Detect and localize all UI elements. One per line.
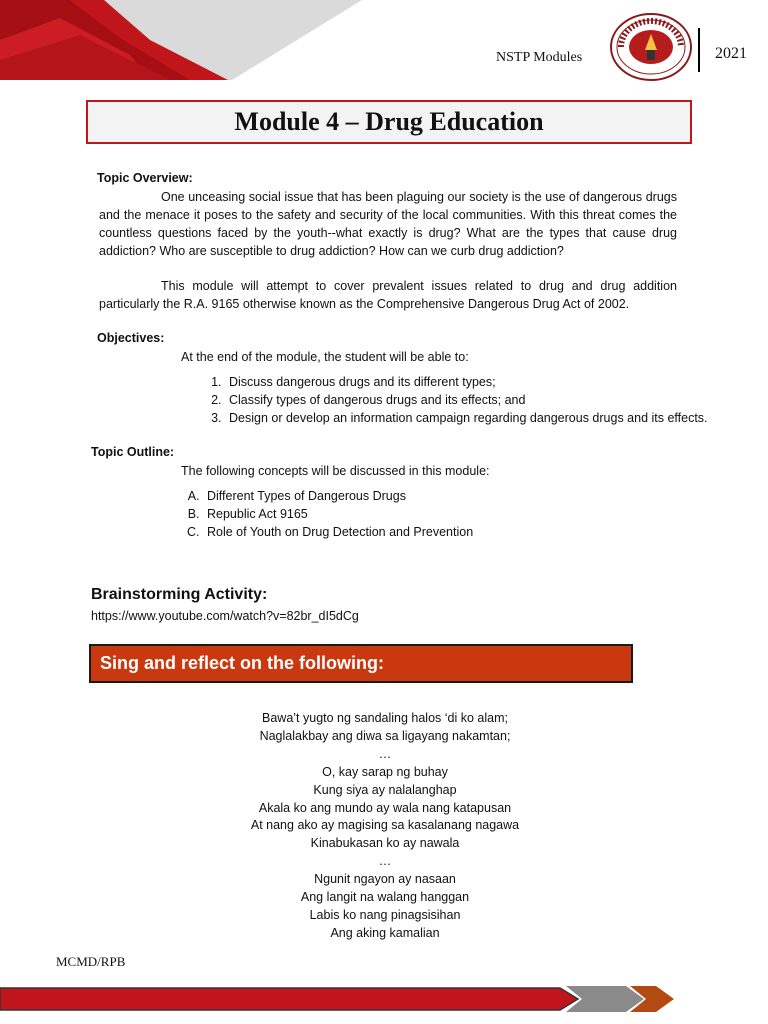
header-divider	[698, 28, 700, 72]
lyric-line: …	[378, 854, 392, 869]
footer-arrow-bar	[0, 982, 768, 1016]
lyric-line: Ngunit ngayon ay nasaan	[314, 872, 456, 887]
outline-heading: Topic Outline:	[91, 445, 175, 459]
lyric-line: O, kay sarap ng buhay	[322, 764, 448, 779]
lyric-line: At nang ako ay magising sa kasalanang nagawa	[250, 818, 520, 833]
header-org-label: NSTP Modules	[496, 50, 583, 65]
header-banner	[0, 0, 400, 90]
overview-paragraph-1: One unceasing social issue that has been plaguing our society is the use of dangerous drugs and the menace it poses to the safety and security of the local communities. With this threat comes the countless questions faced by the youth--what exactly is drug? What are the types that cause drug addiction? Who are susceptible to drug addiction? How can we curb drug addiction?	[99, 190, 677, 258]
objectives-heading: Objectives:	[97, 331, 165, 345]
outline-item: C. Role of Youth on Drug Detection and Prevention	[203, 523, 473, 541]
outline-intro: The following concepts will be discussed in this module:	[181, 464, 490, 478]
lyric-line: Bawa’t yugto ng sandaling halos ‘di ko alam;	[262, 711, 508, 725]
song-lyrics	[200, 710, 570, 943]
lyric-line: Ang aking kamalian	[330, 925, 440, 940]
objective-item: 3. Design or develop an information campaign regarding dangerous drugs and its effects.	[225, 409, 719, 427]
overview-heading: Topic Overview:	[97, 171, 193, 185]
objective-item: 2. Classify types of dangerous drugs and its effects; and	[225, 391, 719, 409]
footer-code: MCMD/RPB	[56, 954, 126, 969]
lyric-line: Akala ko ang mundo ay wala nang katapusan	[258, 800, 512, 815]
brainstorm-heading: Brainstorming Activity:	[91, 586, 268, 603]
header-year: 2021	[715, 45, 747, 62]
sing-reflect-banner: Sing and reflect on the following:	[89, 644, 633, 683]
module-title: Module 4 – Drug Education	[86, 100, 692, 144]
lyric-line: Labis ko nang pinagsisihan	[309, 907, 461, 922]
lyric-line: Kinabukasan ko ay nawala	[310, 836, 460, 851]
brainstorm-video-link[interactable]: https://www.youtube.com/watch?v=82br_dI5dCg	[91, 609, 359, 623]
overview-paragraph-2: This module will attempt to cover prevalent issues related to drug and drug addition particularly the R.A. 9165 otherwise known as the Comprehensive Dangerous Drug Act of 2002.	[99, 279, 677, 311]
objectives-intro: At the end of the module, the student will be able to:	[181, 350, 469, 364]
university-seal	[609, 12, 693, 82]
lyric-line: …	[378, 746, 392, 761]
outline-list	[181, 487, 473, 541]
lyric-line: Kung siya ay nalalanghap	[313, 782, 457, 797]
objectives-list	[183, 373, 719, 427]
outline-item: B. Republic Act 9165	[203, 505, 473, 523]
objective-item: 1. Discuss dangerous drugs and its different types;	[225, 373, 719, 391]
lyric-line: Naglalakbay ang diwa sa ligayang nakamtan;	[259, 728, 511, 743]
outline-item: A. Different Types of Dangerous Drugs	[203, 487, 473, 505]
lyric-line: Ang langit na walang hanggan	[300, 890, 470, 905]
